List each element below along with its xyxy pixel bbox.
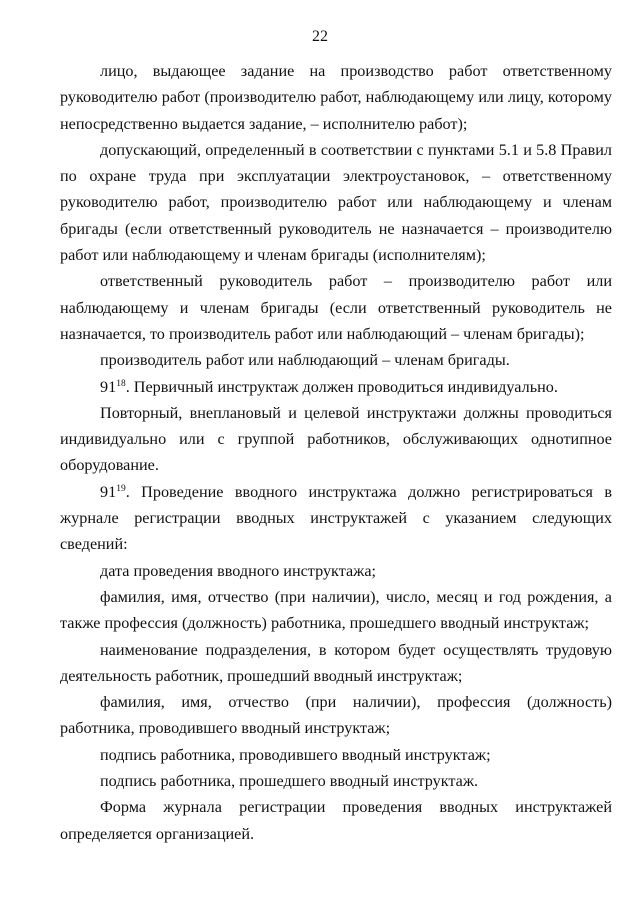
- paragraph: [60, 58, 612, 137]
- paragraph-text: . Первичный инструктаж должен проводиться индивидуально.: [125, 377, 558, 396]
- paragraph: [60, 137, 612, 268]
- list-item: [60, 584, 612, 637]
- page-number: 22: [312, 28, 328, 45]
- paragraph-text: фамилия, имя, отчество (при наличии), число, месяц и год рождения, а также профессия (должность) работника, прошедшего вводный инструктаж;: [60, 587, 612, 633]
- list-item: [60, 558, 612, 584]
- paragraph-text: подпись работника, прошедшего вводный инструктаж.: [100, 772, 479, 791]
- clause-number: 91: [100, 377, 117, 396]
- document-body: [60, 58, 612, 847]
- paragraph-text: наименование подразделения, в котором будет осуществлять трудовую деятельность работник, прошедший вводный инструктаж;: [60, 640, 612, 685]
- paragraph-text: производитель работ или наблюдающий – членам бригады.: [100, 351, 510, 370]
- list-item: [60, 637, 612, 690]
- paragraph: [60, 794, 612, 847]
- paragraph: [60, 268, 612, 347]
- clause-91-18: [60, 374, 612, 400]
- list-item: [60, 768, 612, 794]
- paragraph-text: лицо, выдающее задание на производство работ ответственному руководителю работ (производителю работ, наблюдающему или лицу, которому непосредственно выдается задание, – исполнителю работ);: [60, 62, 612, 133]
- list-item: [60, 742, 612, 768]
- paragraph: [60, 347, 612, 373]
- clause-number: 91: [100, 482, 117, 501]
- paragraph-text: ответственный руководитель работ – производителю работ или наблюдающему и членам бригады (если ответственный руководитель не назначается, то производитель работ или наблюдающий – членам бригады);: [60, 272, 612, 343]
- paragraph: [60, 400, 612, 479]
- clause-91-19: [60, 479, 612, 558]
- paragraph-text: Форма журнала регистрации проведения вводных инструктажей определяется организацией.: [60, 798, 612, 843]
- paragraph-text: подпись работника, проводившего вводный инструктаж;: [100, 745, 491, 764]
- paragraph-text: допускающий, определенный в соответствии с пунктами 5.1 и 5.8 Правил по охране труда при эксплуатации электроустановок, – ответственному руководителю работ, производителю работ или наблюдающему и членам бригады (если ответственный руководитель не назначается – производителю работ или наблюдающему и членам бригады (исполнителям);: [60, 140, 612, 265]
- paragraph-text: Повторный, внеплановый и целевой инструктажи должны проводиться индивидуально или с группой работников, обслуживающих однотипное оборудование.: [60, 403, 612, 475]
- list-item: [60, 689, 612, 742]
- paragraph-text: . Проведение вводного инструктажа должно регистрироваться в журнале регистрации вводных инструктажей с указанием следующих сведений:: [60, 482, 612, 554]
- clause-superscript: 18: [116, 378, 126, 389]
- paragraph-text: дата проведения вводного инструктажа;: [100, 561, 377, 580]
- paragraph-text: фамилия, имя, отчество (при наличии), профессия (должность) работника, проводившего вводный инструктаж;: [60, 693, 612, 738]
- clause-superscript: 19: [116, 483, 126, 494]
